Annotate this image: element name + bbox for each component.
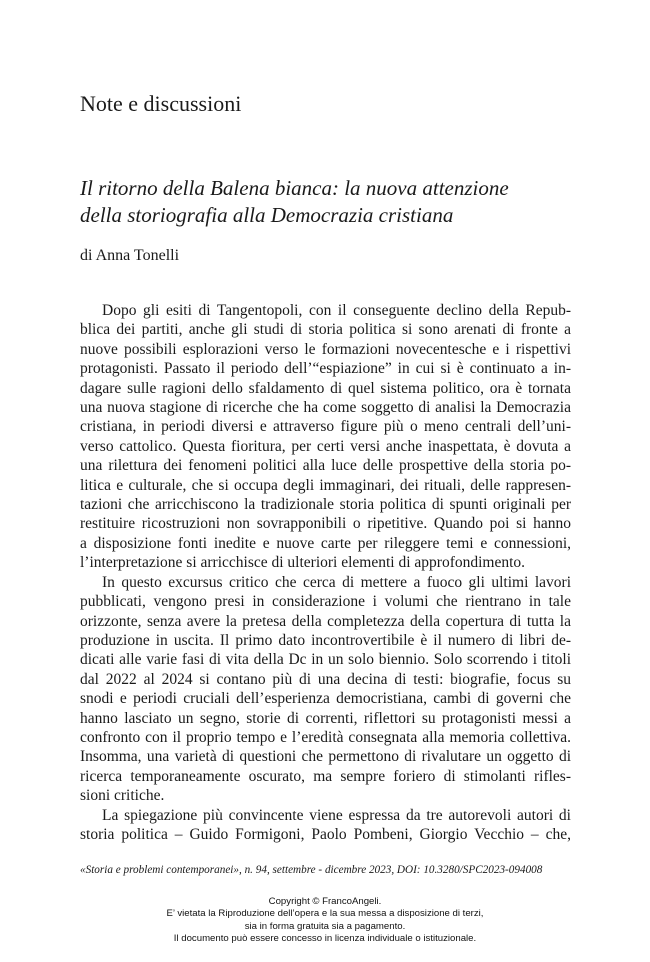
- copyright-line: E’ vietata la Riproduzione dell’opera e la sua messa a disposizione di terzi,: [166, 908, 484, 920]
- article-title-line: della storiografia alla Democrazia cristiana: [80, 203, 454, 227]
- article-title-line: Il ritorno della Balena bianca: la nuova attenzione: [80, 176, 509, 200]
- text-line: protagonisti. Passato il periodo dell’“espiazione” in cui si è continuato a in-: [80, 360, 571, 378]
- text-line: cristiana, in periodi diversi e attraverso figure più o meno centrali dell’uni-: [80, 418, 571, 436]
- text-line: restituire ricostruzioni non sovrapponibili o ripetitive. Quando poi si hanno: [80, 515, 571, 533]
- text-line: In questo excursus critico che cerca di mettere a fuoco gli ultimi lavori: [102, 573, 571, 591]
- text-line: una nuova stagione di ricerche che ha come soggetto di analisi la Democrazia: [80, 399, 571, 417]
- text-line: La spiegazione più convincente viene espressa da tre autorevoli autori di: [102, 806, 571, 824]
- paragraph-3: [80, 806, 571, 845]
- text-line: dal 2022 al 2024 si contano più di una decina di testi: biografie, focus su: [80, 670, 571, 688]
- text-line: nuove possibili esplorazioni verso le formazioni novecentesche e i rispettivi: [80, 340, 571, 358]
- text-line: tazioni che arricchiscono la tradizionale storia politica di spunti originali per: [80, 496, 571, 514]
- paragraph-2: [80, 573, 571, 806]
- text-line: orizzonte, senza avere la pretesa della completezza della copertura di tutta la: [80, 612, 571, 630]
- copyright-line: sia in forma gratuita sia a pagamento.: [244, 920, 406, 932]
- text-line: a disposizione fonti inedite e nuove carte per rileggere temi e connessioni,: [80, 534, 571, 552]
- text-line: pubblicati, vengono presi in considerazione i volumi che rientrano in tale: [80, 593, 571, 611]
- text-line: verso cattolico. Questa fioritura, per certi versi anche inaspettata, è dovuta a: [80, 437, 571, 455]
- copyright-line: Copyright © FrancoAngeli.: [268, 896, 382, 907]
- article-title: [80, 175, 580, 229]
- text-line: litica e culturale, che si occupa degli immaginari, dei rituali, delle rappresen-: [80, 476, 571, 494]
- text-line: dicati alle varie fasi di vita della Dc in un solo biennio. Solo scorrendo i titoli: [80, 651, 571, 669]
- journal-citation: «Storia e problemi contemporanei», n. 94, settembre - dicembre 2023, DOI: 10.3280/SPC2023-094008: [80, 864, 543, 876]
- text-line: blica dei partiti, anche gli studi di storia politica si sono arenati di fronte a: [80, 321, 571, 339]
- text-line: confronto con il proprio tempo e l’eredità consegnata alla memoria collettiva.: [80, 728, 571, 746]
- author-byline: di Anna Tonelli: [80, 247, 180, 264]
- text-line: hanno lasciato un segno, storie di correnti, riflettori su protagonisti messi a: [80, 709, 571, 727]
- paragraph-1: [80, 301, 571, 573]
- article-body: [80, 301, 571, 844]
- text-line: ricerca temporaneamente oscurato, ma sempre foriero di stimolanti rifles-: [80, 767, 571, 785]
- text-line: l’interpretazione si arricchisce di ulteriori elementi di approfondimento.: [80, 554, 526, 572]
- section-title: Note e discussioni: [80, 91, 242, 116]
- text-line: una rilettura dei fenomeni politici alla luce delle prospettive della storia po-: [80, 457, 571, 475]
- text-line: Insomma, una varietà di questioni che permettono di rivalutare un oggetto di: [80, 748, 571, 766]
- text-line: storia politica – Guido Formigoni, Paolo Pombeni, Giorgio Vecchio – che,: [80, 825, 571, 843]
- text-line: dagare sulle ragioni dello sfaldamento di quel sistema politico, ora è tornata: [80, 379, 571, 397]
- copyright-notice: [0, 896, 650, 945]
- text-line: snodi e periodi cruciali dell’esperienza democristiana, cambi di governi che: [80, 690, 571, 708]
- copyright-line: Il documento può essere concesso in licenza individuale o istituzionale.: [173, 932, 477, 944]
- text-line: produzione in uscita. Il primo dato incontrovertibile è il numero di libri de-: [80, 631, 571, 649]
- text-line: sioni critiche.: [80, 787, 165, 805]
- text-line: Dopo gli esiti di Tangentopoli, con il conseguente declino della Repub-: [102, 302, 571, 319]
